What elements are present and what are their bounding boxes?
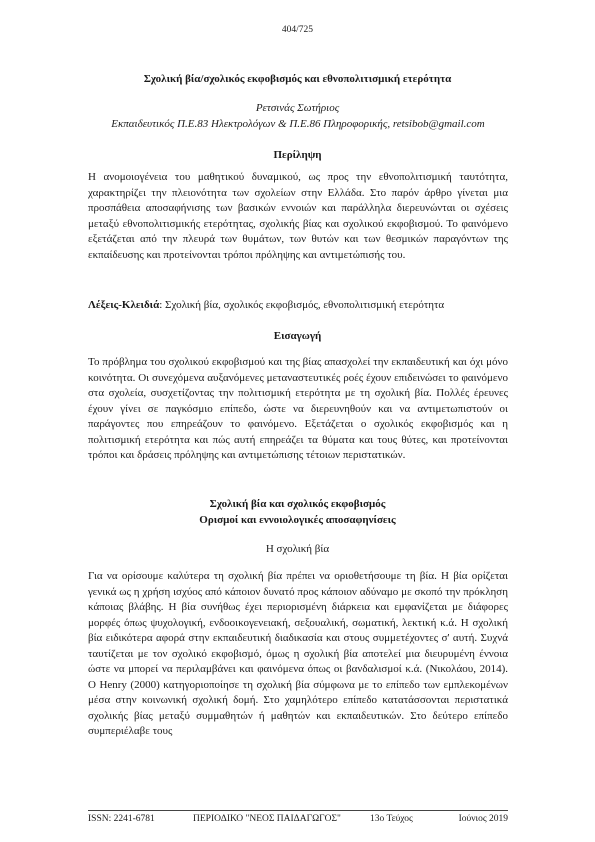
keywords-text: : Σχολική βία, σχολικός εκφοβισμός, εθνοπολιτισμική ετερότητα — [159, 299, 445, 311]
author-name: Ρετσινάς Σωτήριος — [255, 102, 340, 114]
footer-issue: 13ο Τεύχος — [370, 814, 413, 824]
section-text: Για να ορίσουμε καλύτερα τη σχολική βία πρέπει να οριοθετήσουμε τη βία. Η βία ορίζεται γενικά ως η χρήση ισχύος από κάποιον δυνατό προς κάποιον αδύναμο με σκοπό την πρόκληση κάποιας βλάβης. Η βία συνήθως έχει περιορισμένη διάρκεια και εμφανίζεται με διάφορες μορφές όπως ψυχολογική, ενδοοικογενειακή, σεξουαλική, σωματική, λεκτική κ.ά. Η σχολική βία ειδικότερα αφορά στην εκπαιδευτική διαδικασία και στους συμμετέχοντες σ' αυτή. Συχνά ταυτίζεται με τον σχολικό εκφοβισμό, όμως η σχολική βία αποτελεί μια διευρυμένη έννοια ώστε να μπορεί να περιλαμβάνει και φαινόμενα όπως οι βανδαλισμοί κ.ά. (Νικολάου, 2014). Ο Henry (2000) κατηγοριοποίησε τη σχολική βία σύμφωνα με το επίπεδο των εμπλεκομένων μέσα στην κοινωνική σχολική δομή. Στο χαμηλότερο επίπεδο κατατάσσονται περιστατικά σχολικής βίας μεταξύ συμμαθητών ή μαθητών και εκπαιδευτικών. Στο δεύτερο επίπεδο συμπεριέλαβε τους — [88, 570, 508, 737]
abstract-heading: Περίληψη — [273, 149, 322, 161]
page-number: 404/725 — [281, 25, 314, 35]
subsection-heading: Η σχολική βία — [265, 543, 330, 555]
section-heading-line1: Σχολική βία και σχολικός εκφοβισμός — [209, 498, 386, 510]
section-heading-line2: Ορισμοί και εννοιολογικές αποσαφηνίσεις — [199, 514, 396, 526]
author-affiliation: Εκπαιδευτικός Π.Ε.83 Ηλεκτρολόγων & Π.Ε.86 Πληροφορικής, retsibob@gmail.com — [111, 118, 485, 130]
footer-issn: ISSN: 2241-6781 — [88, 814, 155, 824]
keywords-label: Λέξεις-Κλειδιά — [88, 299, 160, 311]
keywords — [88, 298, 508, 314]
introduction-text: Το πρόβλημα του σχολικού εκφοβισμού και της βίας απασχολεί την εκπαιδευτική και όχι μόνο κοινότητα. Οι συνεχόμενα αυξανόμενες μεταναστευτικές ροές έχουν επιδεινώσει το φαινόμενο στα σχολεία, συσχετίζοντας την πολιτισμική ετερότητα με τη σχολική βία. Πολλές έρευνες έχουν γίνει σε παγκόσμιο επίπεδο, ώστε να διερευνηθούν και να αντιμετωπιστούν οι παράγοντες που επηρεάζουν το φαινόμενο. Εξετάζεται ο σχολικός εκφοβισμός και η πολιτισμική ετερότητα και πώς αυτή επηρεάζει τα θύματα και τους θύτες, και προτείνονται τρόποι και δράσεις πρόληψης και αντιμετώπισης τέτοιων περιστατικών. — [88, 356, 508, 461]
footer-journal: ΠΕΡΙΟΔΙΚΟ "ΝΕΟΣ ΠΑΙΔΑΓΩΓΟΣ" — [193, 814, 341, 824]
abstract-text: Η ανομοιογένεια του μαθητικού δυναμικού, ως προς την εθνοπολιτισμική ταυτότητα, χαρακτηρίζει την πλειονότητα των σχολείων στην Ελλάδα. Στο παρόν άρθρο γίνεται μια προσπάθεια αποσαφήνισης των βασικών εννοιών και παράλληλα διερευνώνται οι σχέσεις μεταξύ εθνοπολιτισμικής ετερότητας, σχολικής βίας και σχολικού εκφοβισμού. Το φαινόμενο εξετάζεται από την πλευρά των θυμάτων, των θυτών και των θεσμικών παραγόντων της εκπαίδευσης και προτείνονται τρόποι πρόληψης και αντιμετώπισής του. — [88, 171, 508, 261]
introduction-heading: Εισαγωγή — [273, 330, 322, 342]
footer-divider — [88, 810, 508, 811]
footer-date: Ιούνιος 2019 — [458, 814, 508, 824]
article-title: Σχολική βία/σχολικός εκφοβισμός και εθνοπολιτισμική ετερότητα — [143, 73, 452, 85]
